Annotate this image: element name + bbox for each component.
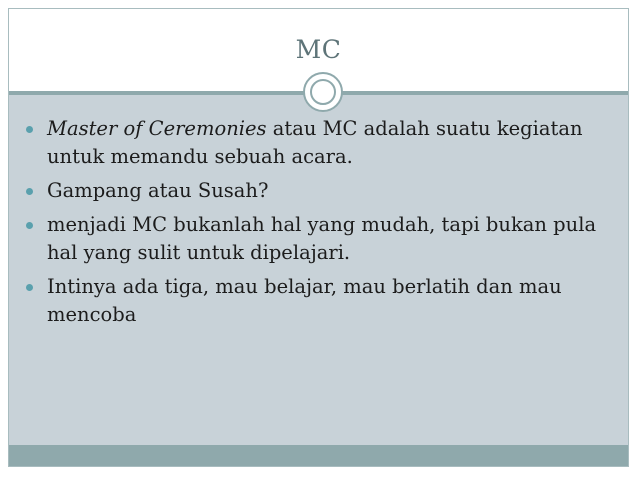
bullet-dot-icon — [26, 284, 33, 291]
bullet-item — [23, 211, 603, 267]
content-area — [9, 95, 628, 445]
bullet-italic-lead: Master of Ceremonies — [47, 117, 267, 140]
inner-circle — [310, 79, 336, 105]
bullet-item — [23, 115, 603, 171]
double-circle-icon — [303, 72, 343, 112]
bullet-item — [23, 177, 603, 205]
bullet-list — [23, 115, 603, 335]
bullet-text: Gampang atau Susah? — [47, 179, 269, 202]
bullet-text: atau MC adalah suatu kegiatan untuk memandu sebuah acara. — [47, 117, 583, 168]
bullet-text: menjadi MC bukanlah hal yang mudah, tapi bukan pula hal yang sulit untuk dipelajari. — [47, 213, 597, 264]
bullet-dot-icon — [26, 188, 33, 195]
slide-frame — [8, 8, 629, 467]
bullet-dot-icon — [26, 126, 33, 133]
slide-title: MC — [295, 35, 342, 64]
bullet-text: Intinya ada tiga, mau belajar, mau berlatih dan mau mencoba — [47, 275, 562, 326]
bullet-item — [23, 273, 603, 329]
bullet-dot-icon — [26, 222, 33, 229]
footer-bar — [9, 445, 628, 466]
